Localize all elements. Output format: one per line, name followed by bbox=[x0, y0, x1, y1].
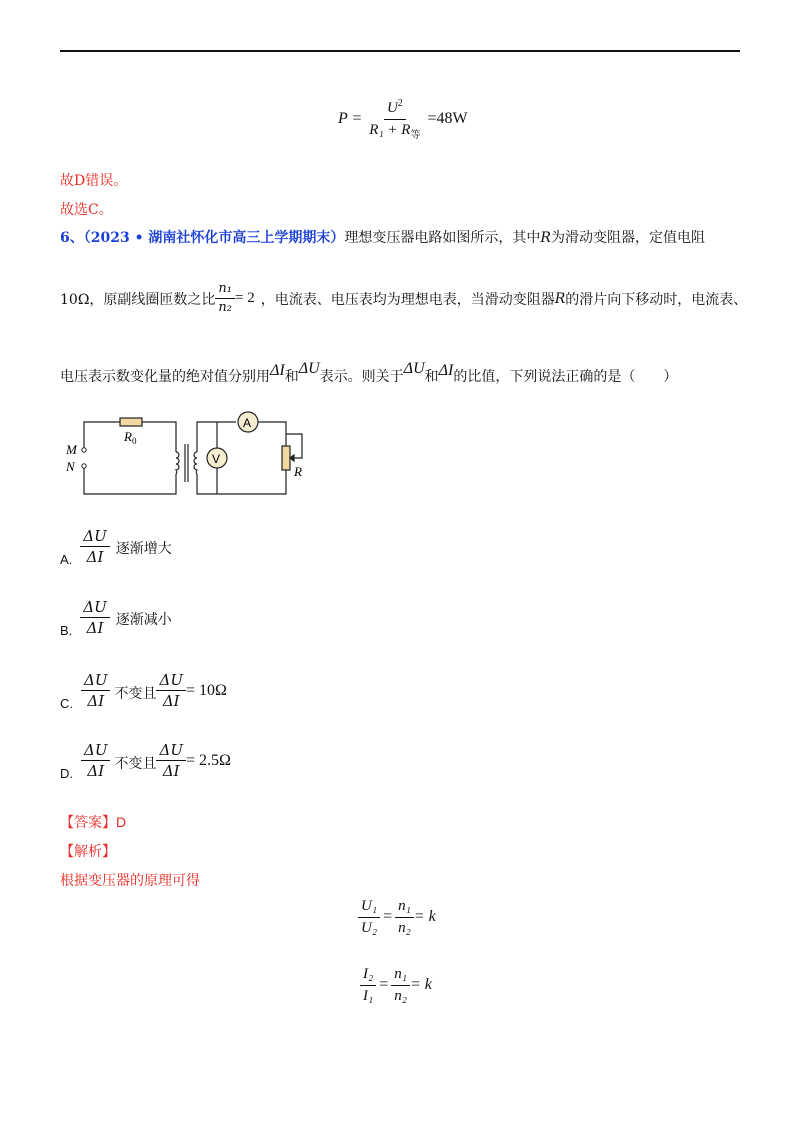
option-fraction bbox=[80, 599, 109, 637]
answer-value: D bbox=[116, 814, 127, 830]
option-fraction-2 bbox=[156, 742, 185, 780]
eq2-frac-2 bbox=[391, 966, 410, 1004]
eq2-frac-1 bbox=[360, 966, 376, 1004]
rheostat-slider-arrow bbox=[290, 455, 294, 461]
voltmeter-label: V bbox=[212, 452, 221, 466]
eq1-frac-2 bbox=[395, 898, 414, 936]
label-m: M bbox=[66, 442, 77, 457]
question-line-3 bbox=[60, 360, 678, 386]
option-letter: D. bbox=[60, 766, 73, 781]
question-text-1b: 为滑动变阻器，定值电阻 bbox=[550, 230, 705, 246]
label-n: N bbox=[66, 459, 75, 474]
frac-num: n₁ bbox=[395, 898, 414, 918]
option-a[interactable] bbox=[60, 526, 172, 567]
frac-num: U₁ bbox=[358, 898, 380, 918]
formula-rhs: =48W bbox=[427, 109, 468, 127]
frac-num: ΔU bbox=[80, 599, 109, 619]
and-1: 和 bbox=[284, 369, 299, 385]
option-text: 不变且 bbox=[114, 755, 157, 772]
frac-num: ΔU bbox=[81, 672, 110, 692]
formula-num-sup: 2 bbox=[397, 98, 403, 109]
frac-den: ΔI bbox=[162, 692, 180, 710]
formula-den: R₁ + R bbox=[369, 121, 411, 138]
analysis-text: 根据变压器的原理可得 bbox=[60, 873, 200, 889]
symbol-R-2: R bbox=[554, 290, 566, 307]
circuit-diagram bbox=[58, 410, 318, 502]
option-letter: B. bbox=[60, 623, 73, 638]
terminal-n bbox=[82, 464, 86, 468]
question-source: （2023 • 湖南社怀化市高三上学期期末） bbox=[83, 230, 345, 246]
option-b[interactable] bbox=[60, 597, 172, 638]
option-value: = 10Ω bbox=[185, 681, 227, 699]
frac-den: I₁ bbox=[363, 987, 374, 1004]
question-line-1 bbox=[60, 227, 705, 247]
option-text: 不变且 bbox=[114, 685, 157, 702]
resistor-r0 bbox=[120, 418, 142, 426]
frac-den: n₂ bbox=[394, 987, 407, 1004]
frac-den: U₂ bbox=[361, 919, 378, 936]
ratio-num: n₁ bbox=[215, 282, 235, 299]
frac-den: ΔI bbox=[87, 762, 105, 780]
voltage-ratio-equation: $\frac{\text{U₁}}{\text{U₂}}$ = $\frac{\text{n₁}}{\text{n₂}}$ = k bbox=[358, 898, 436, 936]
option-fraction-2 bbox=[156, 672, 185, 710]
option-fraction bbox=[80, 528, 109, 566]
option-text: 逐渐增大 bbox=[115, 540, 172, 557]
ratio-value: = 2 bbox=[235, 290, 255, 307]
option-c[interactable] bbox=[60, 670, 227, 711]
frac-den: ΔI bbox=[162, 762, 180, 780]
question-text-3b: 表示。则关于 bbox=[319, 369, 404, 385]
eq1-frac-1 bbox=[358, 898, 380, 936]
rheostat-body bbox=[282, 446, 290, 470]
question-text-3c: 的比值，下列说法正确的是（ ） bbox=[453, 369, 678, 385]
ratio-den: n₂ bbox=[218, 300, 233, 316]
and-2: 和 bbox=[424, 369, 439, 385]
secondary-coil bbox=[194, 452, 197, 474]
label-r0: $R_0$ bbox=[124, 429, 137, 446]
option-fraction bbox=[81, 742, 110, 780]
answer-label: 【答案】 bbox=[60, 815, 116, 831]
turns-ratio bbox=[215, 282, 235, 316]
question-text-2a: 10Ω，原副线圈匝数之比 bbox=[60, 291, 216, 308]
primary-bottom-wire bbox=[84, 468, 176, 494]
frac-num: ΔU bbox=[81, 742, 110, 762]
frac-den: ΔI bbox=[86, 548, 104, 566]
question-text-2c: 的滑片向下移动时，电流表、 bbox=[565, 291, 748, 308]
power-formula bbox=[338, 98, 468, 141]
terminal-m bbox=[82, 448, 86, 452]
frac-den: n₂ bbox=[398, 919, 411, 936]
option-value: = 2.5Ω bbox=[185, 751, 231, 769]
frac-num: ΔU bbox=[156, 742, 185, 762]
primary-coil bbox=[176, 452, 179, 474]
frac-num: ΔU bbox=[156, 672, 185, 692]
frac-den: ΔI bbox=[86, 619, 104, 637]
header-rule bbox=[60, 50, 740, 52]
power-fraction bbox=[366, 98, 423, 141]
question-number: 6、 bbox=[60, 230, 84, 246]
option-d[interactable] bbox=[60, 740, 231, 781]
question-text-2b: ，电流表、电压表均为理想电表，当滑动变阻器 bbox=[260, 291, 555, 308]
frac-den: ΔI bbox=[87, 692, 105, 710]
option-text: 逐渐减小 bbox=[115, 611, 172, 628]
prev-conclusion-1: 故D错误。 bbox=[60, 173, 128, 189]
question-line-2 bbox=[60, 282, 747, 316]
formula-num: U bbox=[386, 100, 398, 116]
delta-I: ΔI bbox=[270, 362, 285, 379]
label-rheostat: R bbox=[294, 464, 302, 479]
prev-conclusion-2: 故选C。 bbox=[60, 202, 113, 218]
analysis-label: 【解析】 bbox=[60, 844, 116, 860]
option-fraction bbox=[81, 672, 110, 710]
delta-U-2: ΔU bbox=[403, 360, 425, 377]
delta-I-2: ΔI bbox=[438, 362, 454, 379]
formula-lhs: P = bbox=[338, 109, 363, 127]
frac-num: ΔU bbox=[80, 528, 109, 548]
question-text-1: 理想变压器电路如图所示，其中 bbox=[344, 230, 541, 246]
secondary-bottom-wire bbox=[197, 470, 286, 494]
delta-U: ΔU bbox=[298, 360, 320, 377]
option-letter: C. bbox=[60, 696, 73, 711]
frac-num: I₂ bbox=[360, 966, 376, 986]
formula-den-sub: 等 bbox=[410, 129, 421, 141]
eq1-rhs: = k bbox=[413, 908, 436, 925]
frac-num: n₁ bbox=[391, 966, 410, 986]
ammeter-label: A bbox=[243, 416, 252, 430]
ammeter-wire bbox=[258, 422, 286, 446]
option-letter: A. bbox=[60, 552, 73, 567]
answer-line bbox=[60, 812, 126, 832]
current-ratio-equation: $\frac{\text{I₂}}{\text{I₁}}$ = $\frac{\text{n₁}}{\text{n₂}}$ = k bbox=[360, 966, 432, 1004]
eq2-rhs: = k bbox=[409, 976, 432, 993]
symbol-R: R bbox=[540, 230, 551, 246]
question-text-3a: 电压表示数变化量的绝对值分别用 bbox=[60, 369, 270, 385]
